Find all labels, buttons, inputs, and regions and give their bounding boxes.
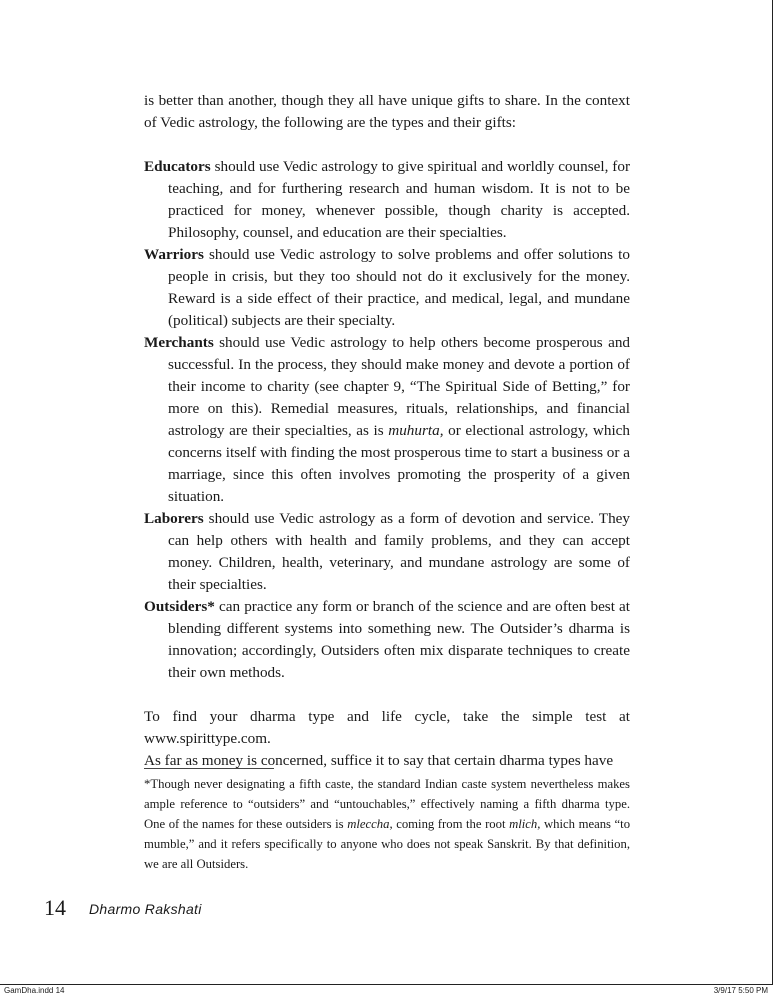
- page-number: 14: [44, 895, 66, 920]
- footnote-term-mlich: mlich,: [509, 817, 541, 831]
- description-warriors: should use Vedic astrology to solve problems and offer solutions to people in crisis, but they too should not do it exclusively for the money. Reward is a side effect of their practice, and medical, legal, and mundane (political) subjects are their specialty.: [168, 246, 630, 329]
- closing-line-test: To find your dharma type and life cycle, take the simple test at www.spirittype.com.: [144, 708, 630, 747]
- slug-datetime: 3/9/17 5:50 PM: [713, 986, 768, 995]
- description-laborers: should use Vedic astrology as a form of devotion and service. They can help others with health and family problems, and they can accept money. Children, health, veterinary, and mundane astrology are some of their specialties.: [168, 510, 631, 593]
- list-item-outsiders: [144, 596, 630, 684]
- slug-file-info: GamDha.indd 14: [4, 986, 65, 995]
- description-merchants-part1: should use Vedic astrology to help others become prosperous and successful. In the process, they should make money and devote a portion of their income to charity (see chapter 9, “The Spiritual Side of Betting,” for more on this). Remedial measures, rituals, relationships, and financial astrology are their specialties, as is: [168, 334, 631, 439]
- term-outsiders: Outsiders*: [144, 598, 215, 615]
- footnote-divider: [144, 768, 274, 769]
- dharma-types-list: [144, 156, 630, 684]
- running-head: Dharmo Rakshati: [89, 901, 202, 917]
- list-item-warriors: [144, 244, 630, 332]
- description-educators: should use Vedic astrology to give spiritual and worldly counsel, for teaching, and for furthering research and human wisdom. It is not to be practiced for money, whenever possible, though charity is accepted. Philosophy, counsel, and education are their specialties.: [168, 158, 630, 241]
- footnote-text-1: *Though never designating a fifth caste, the standard Indian caste system nevertheless makes ample reference to “outsiders” and “untouchables,” effectively naming a fifth dharma type. One of the names for these outsiders is: [144, 777, 630, 831]
- term-laborers: Laborers: [144, 510, 204, 527]
- list-item-laborers: [144, 508, 630, 596]
- footnote: [144, 774, 630, 874]
- description-merchants-part2: or electional astrology, which concerns itself with finding the most prosperous time to start a business or a marriage, since this often involves promoting the prosperity of a given situation.: [168, 422, 631, 505]
- closing-paragraph: [144, 706, 630, 772]
- term-muhurta: muhurta,: [388, 422, 444, 439]
- intro-paragraph: is better than another, though they all have unique gifts to share. In the context of Vedic astrology, the following are the types and their gifts:: [144, 92, 630, 131]
- term-warriors: Warriors: [144, 246, 204, 263]
- closing-line-money: As far as money is concerned, suffice it to say that certain dharma types have: [144, 752, 614, 769]
- list-item-merchants: [144, 332, 630, 508]
- footnote-text-3: which means “to mumble,” and it refers specifically to anyone who does not speak Sanskrit. By that definition, we are all Outsiders.: [144, 817, 631, 871]
- term-educators: Educators: [144, 158, 211, 175]
- description-outsiders: can practice any form or branch of the science and are often best at blending different systems into something new. The Outsider’s dharma is innovation; accordingly, Outsiders often mix disparate techniques to create their own methods.: [168, 598, 631, 681]
- footnote-term-mleccha: mleccha,: [347, 817, 393, 831]
- footnote-text-2: coming from the root: [396, 817, 506, 831]
- list-item-educators: [144, 156, 630, 244]
- term-merchants: Merchants: [144, 334, 214, 351]
